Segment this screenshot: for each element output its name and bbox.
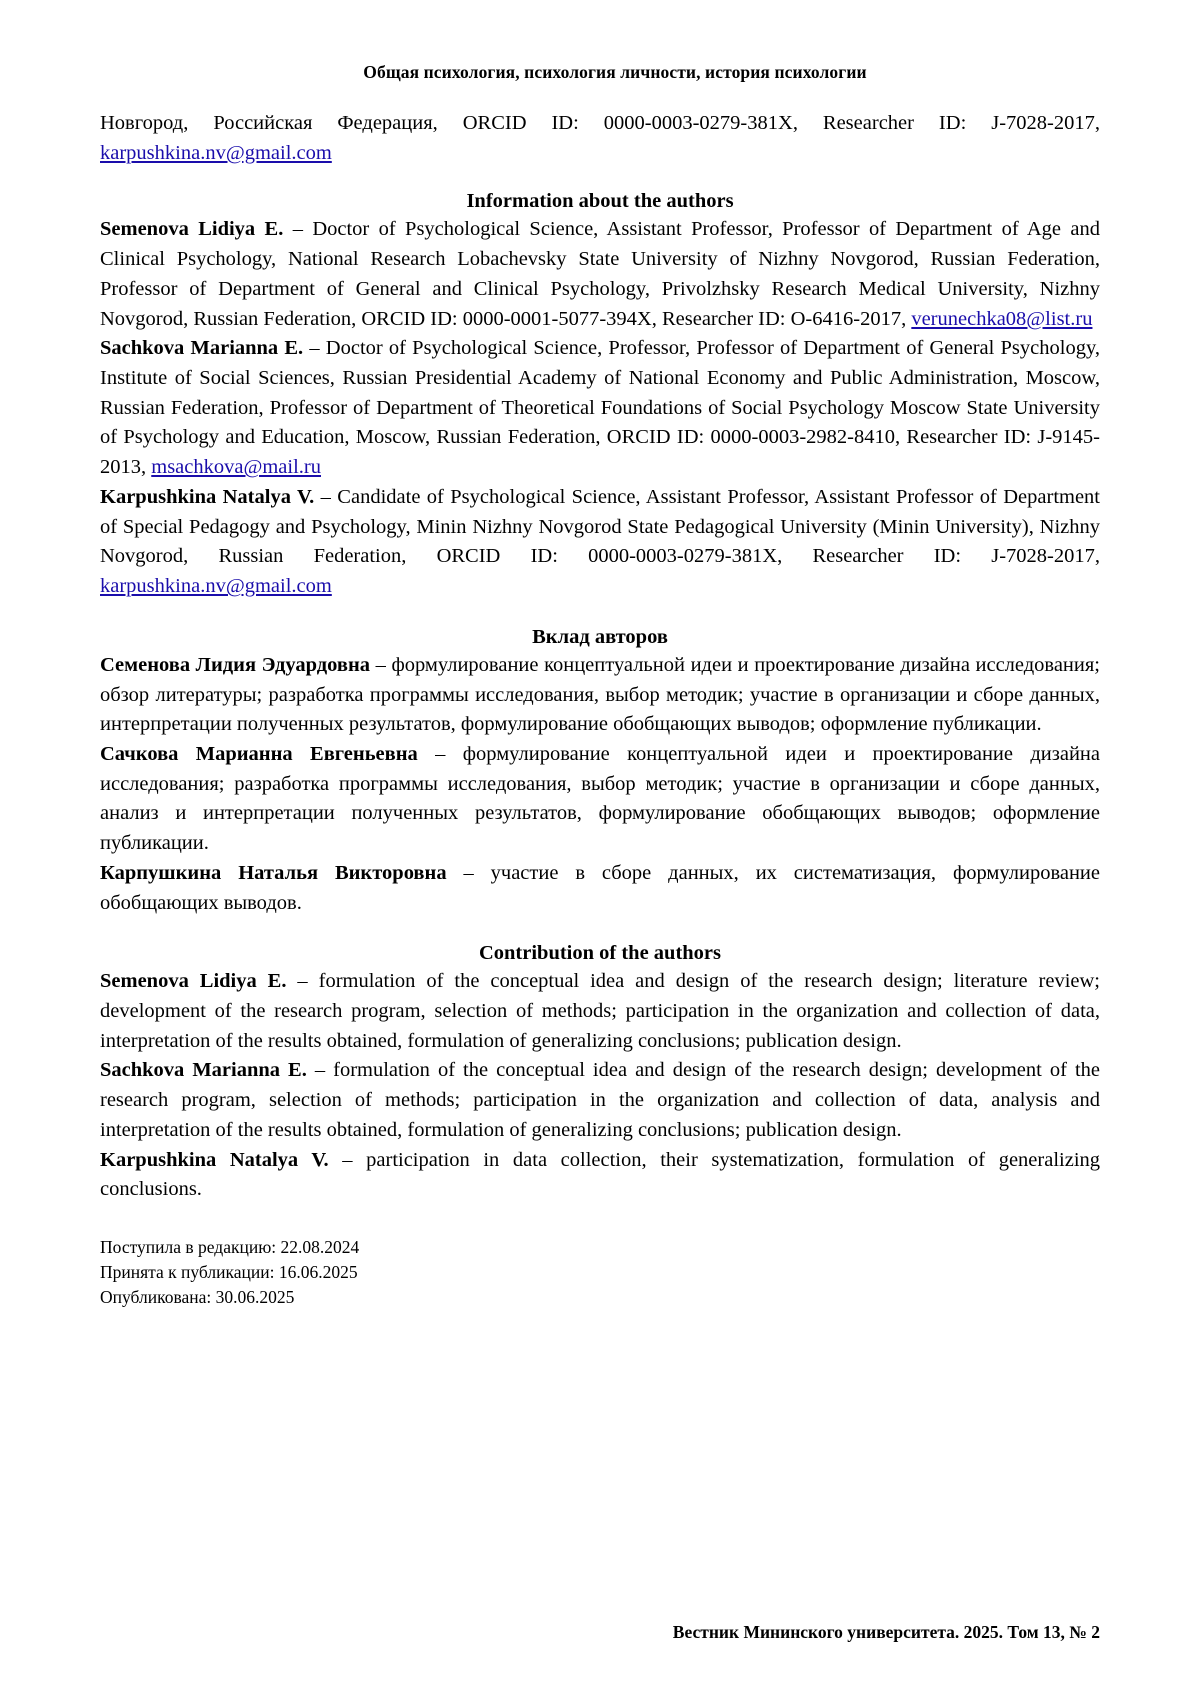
contribution-sachkova-en (100, 1056, 1100, 1145)
contribution-semenova-ru (100, 651, 1100, 740)
author-name: Karpushkina Natalya V. (100, 485, 315, 508)
running-head: Общая психология, психология личности, история психологии (363, 62, 867, 82)
author-info-text: – Doctor of Psychological Science, Assistant Professor, Professor of Department of Age and Clinical Psychology, National Research Lobachevsky State University of Nizhny Novgorod, Russian Federation, Professor of Department of General and Clinical Psychology, Privolzhsky Research Medical University, Nizhny Novgorod, Russian Federation, ORCID ID: 0000-0001-5077-394X, Researcher ID: O-6416-2017, (100, 218, 1100, 330)
section-title-contribution-en: Contribution of the authors (478, 942, 722, 965)
author-name: Семенова Лидия Эдуардовна (100, 653, 370, 676)
email-link-sachkova[interactable]: msachkova@mail.ru (151, 456, 321, 479)
contribution-text: – participation in data collection, their systematization, formulation of generalizing conclusions. (100, 1148, 1101, 1201)
contribution-text: – formulation of the conceptual idea and design of the research design; literature review; development of the research program, selection of methods; participation in the organization and collection of data, interpretation of the results obtained, formulation of generalizing conclusions; publication design. (100, 970, 1100, 1052)
author-name: Sachkova Marianna E. (100, 1059, 307, 1082)
contribution-semenova-en (100, 967, 1100, 1056)
author-info-karpushkina-en (100, 483, 1100, 602)
contribution-karpushkina-en (100, 1146, 1100, 1205)
author-name: Semenova Lidiya E. (100, 218, 284, 241)
author-name: Karpushkina Natalya V. (100, 1148, 329, 1171)
footer-journal-info: Вестник Мининского университета. 2025. Том 13, № 2 (672, 1622, 1100, 1642)
date-received: Поступила в редакцию: 22.08.2024 (100, 1237, 360, 1257)
section-title-contribution-ru: Вклад авторов (532, 625, 668, 648)
contribution-text: – участие в сборе данных, их систематизация, формулирование обобщающих выводов. (100, 861, 1101, 914)
author-info-sachkova-en (100, 334, 1100, 483)
contribution-sachkova-ru (100, 740, 1100, 859)
email-link-semenova[interactable]: verunechka08@list.ru (911, 307, 1093, 330)
contribution-text: – формулирование концептуальной идеи и проектирование дизайна исследования; разработка программы исследования, выбор методик; участие в организации и сборе данных, анализ и интерпретации полученных результатов, формулирование обобщающих выводов; оформление публикации. (100, 742, 1100, 855)
author-info-text: – Candidate of Psychological Science, Assistant Professor, Assistant Professor of Department of Special Pedagogy and Psychology, Minin Nizhny Novgorod State Pedagogical University (Minin University), Nizhny Novgorod, Russian Federation, ORCID ID: 0000-0003-0279-381X, Researcher ID: J-7028-2017, (100, 485, 1101, 568)
author-name: Сачкова Марианна Евгеньевна (100, 742, 418, 765)
top-paragraph-text: Новгород, Российская Федерация, ORCID ID: 0000-0003-0279-381X, Researcher ID: J-7028-2017, (100, 112, 1100, 134)
email-link-karpushkina-top[interactable]: karpushkina.nv@gmail.com (100, 141, 332, 164)
section-title-info-authors-en: Information about the authors (466, 190, 734, 213)
date-published: Опубликована: 30.06.2025 (100, 1286, 295, 1307)
contribution-text: – формулирование концептуальной идеи и проектирование дизайна исследования; обзор литературы; разработка программы исследования, выбор методик; участие в организации и сборе данных, интерпретации полученных результатов, формулирование обобщающих выводов; оформление публикации. (100, 653, 1100, 736)
author-name: Карпушкина Наталья Викторовна (100, 861, 447, 884)
contribution-text: – formulation of the conceptual idea and design of the research design; development of the research program, selection of methods; participation in the organization and collection of data, analysis and interpretation of the results obtained, formulation of generalizing conclusions; publication design. (100, 1059, 1101, 1141)
top-paragraph (100, 109, 1100, 168)
email-link-karpushkina[interactable]: karpushkina.nv@gmail.com (100, 575, 332, 598)
date-accepted: Принята к публикации: 16.06.2025 (100, 1261, 358, 1282)
author-info-text: – Doctor of Psychological Science, Professor, Professor of Department of General Psychology, Institute of Social Sciences, Russian Presidential Academy of National Economy and Public Administration, Moscow, Russian Federation, Professor of Department of Theoretical Foundations of Social Psychology Moscow State University of Psychology and Education, Moscow, Russian Federation, ORCID ID: 0000-0003-2982-8410, Researcher ID: J-9145-2013, (100, 337, 1100, 479)
author-name: Sachkova Marianna E. (100, 337, 304, 360)
contribution-karpushkina-ru (100, 859, 1100, 918)
publication-dates (100, 1235, 1100, 1310)
author-info-semenova-en (100, 215, 1100, 334)
author-name: Semenova Lidiya E. (100, 970, 287, 993)
